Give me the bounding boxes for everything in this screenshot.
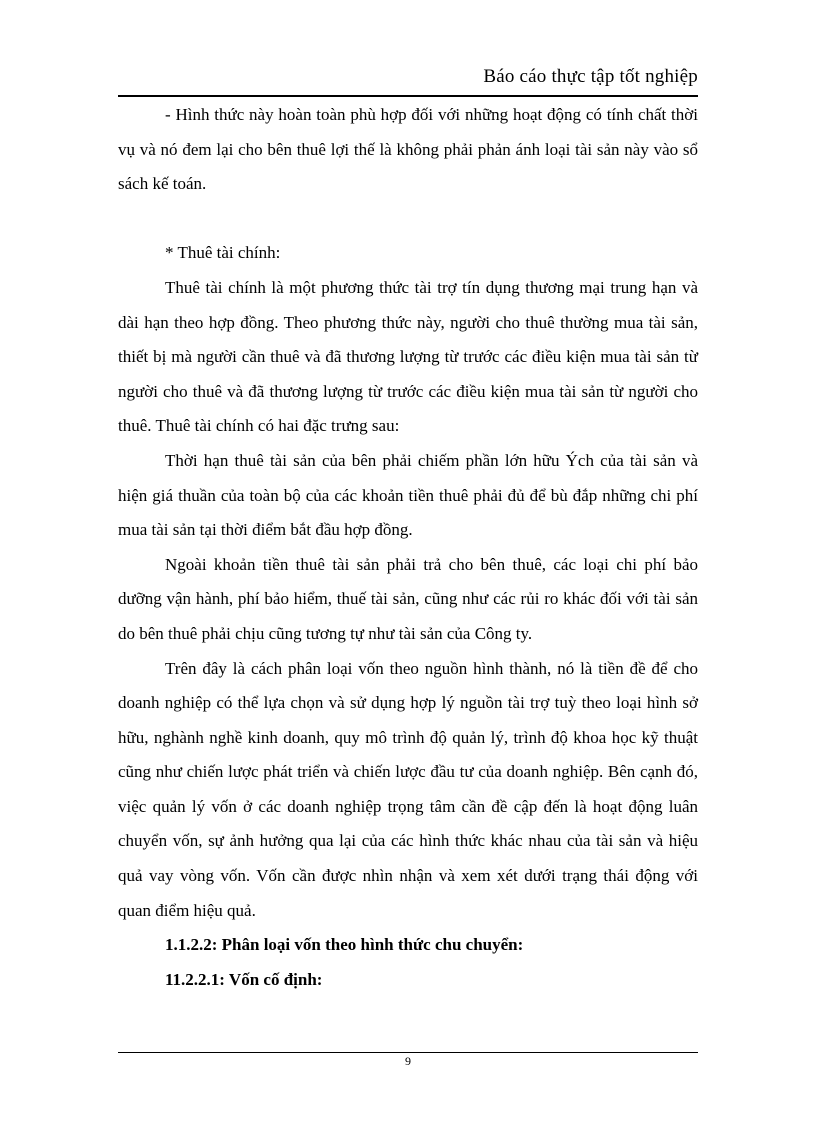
paragraph-capital-classification: Trên đây là cách phân loại vốn theo nguồn hình thành, nó là tiền đề để cho doanh nghiệp có thể lựa chọn và sử dụng hợp lý nguồn tài trợ tuỳ theo loại hình sở hữu, nghành nghề kinh doanh, quy mô trình độ quản lý, trình độ khoa học kỹ thuật cũng như chiến lược phát triển và chiến lược đầu tư của doanh nghiệp. Bên cạnh đó, việc quản lý vốn ở các doanh nghiệp trọng tâm cần đề cập đến là hoạt động luân chuyển vốn, sự ảnh hưởng qua lại của các hình thức khác nhau của tài sản và hiệu quả vay vòng vốn. Vốn cần được nhìn nhận và xem xét dưới trạng thái động với quan điểm hiệu quả.: [118, 658, 698, 920]
footer-divider: [118, 1052, 698, 1053]
page-body: [118, 98, 698, 997]
page-header-title: Báo cáo thực tập tốt nghiệp: [483, 66, 698, 87]
paragraph-lease-term: Thời hạn thuê tài sản của bên phải chiếm phần lớn hữu Ých của tài sản và hiện giá thuần của toàn bộ của các khoản tiền thuê phải đủ để bù đắp những chi phí mua tài sản tại thời điểm bắt đầu hợp đồng.: [118, 450, 698, 540]
page-number: 9: [405, 1054, 411, 1068]
section-heading-fixed-capital: 11.2.2.1: Vốn cố định:: [165, 969, 323, 989]
paragraph-lease-costs: Ngoài khoản tiền thuê tài sản phải trả cho bên thuê, các loại chi phí bảo dưỡng vận hành, phí bảo hiểm, thuế tài sản, cũng như các rủi ro khác đối với tài sản do bên thuê phải chịu cũng tương tự như tài sản của Công ty.: [118, 554, 698, 643]
section-heading-circulation: 1.1.2.2: Phân loại vốn theo hình thức chu chuyển:: [165, 935, 524, 955]
paragraph-financial-lease-definition: Thuê tài chính là một phương thức tài trợ tín dụng thương mại trung hạn và dài hạn theo hợp đồng. Theo phương thức này, người cho thuê thường mua tài sản, thiết bị mà người cần thuê và đã thương lượng từ trước các điều kiện mua tài sản từ người cho thuê và đã thương lượng từ trước các điều kiện mua tài sản từ người cho thuê. Thuê tài chính có hai đặc trưng sau:: [118, 277, 698, 436]
subheading-financial-lease: * Thuê tài chính:: [165, 243, 281, 263]
header-divider: [118, 95, 698, 97]
paragraph-lease-suitability: - Hình thức này hoàn toàn phù hợp đối với những hoạt động có tính chất thời vụ và nó đem lại cho bên thuê lợi thế là không phải phản ánh loại tài sản này vào sổ sách kế toán.: [118, 105, 698, 194]
